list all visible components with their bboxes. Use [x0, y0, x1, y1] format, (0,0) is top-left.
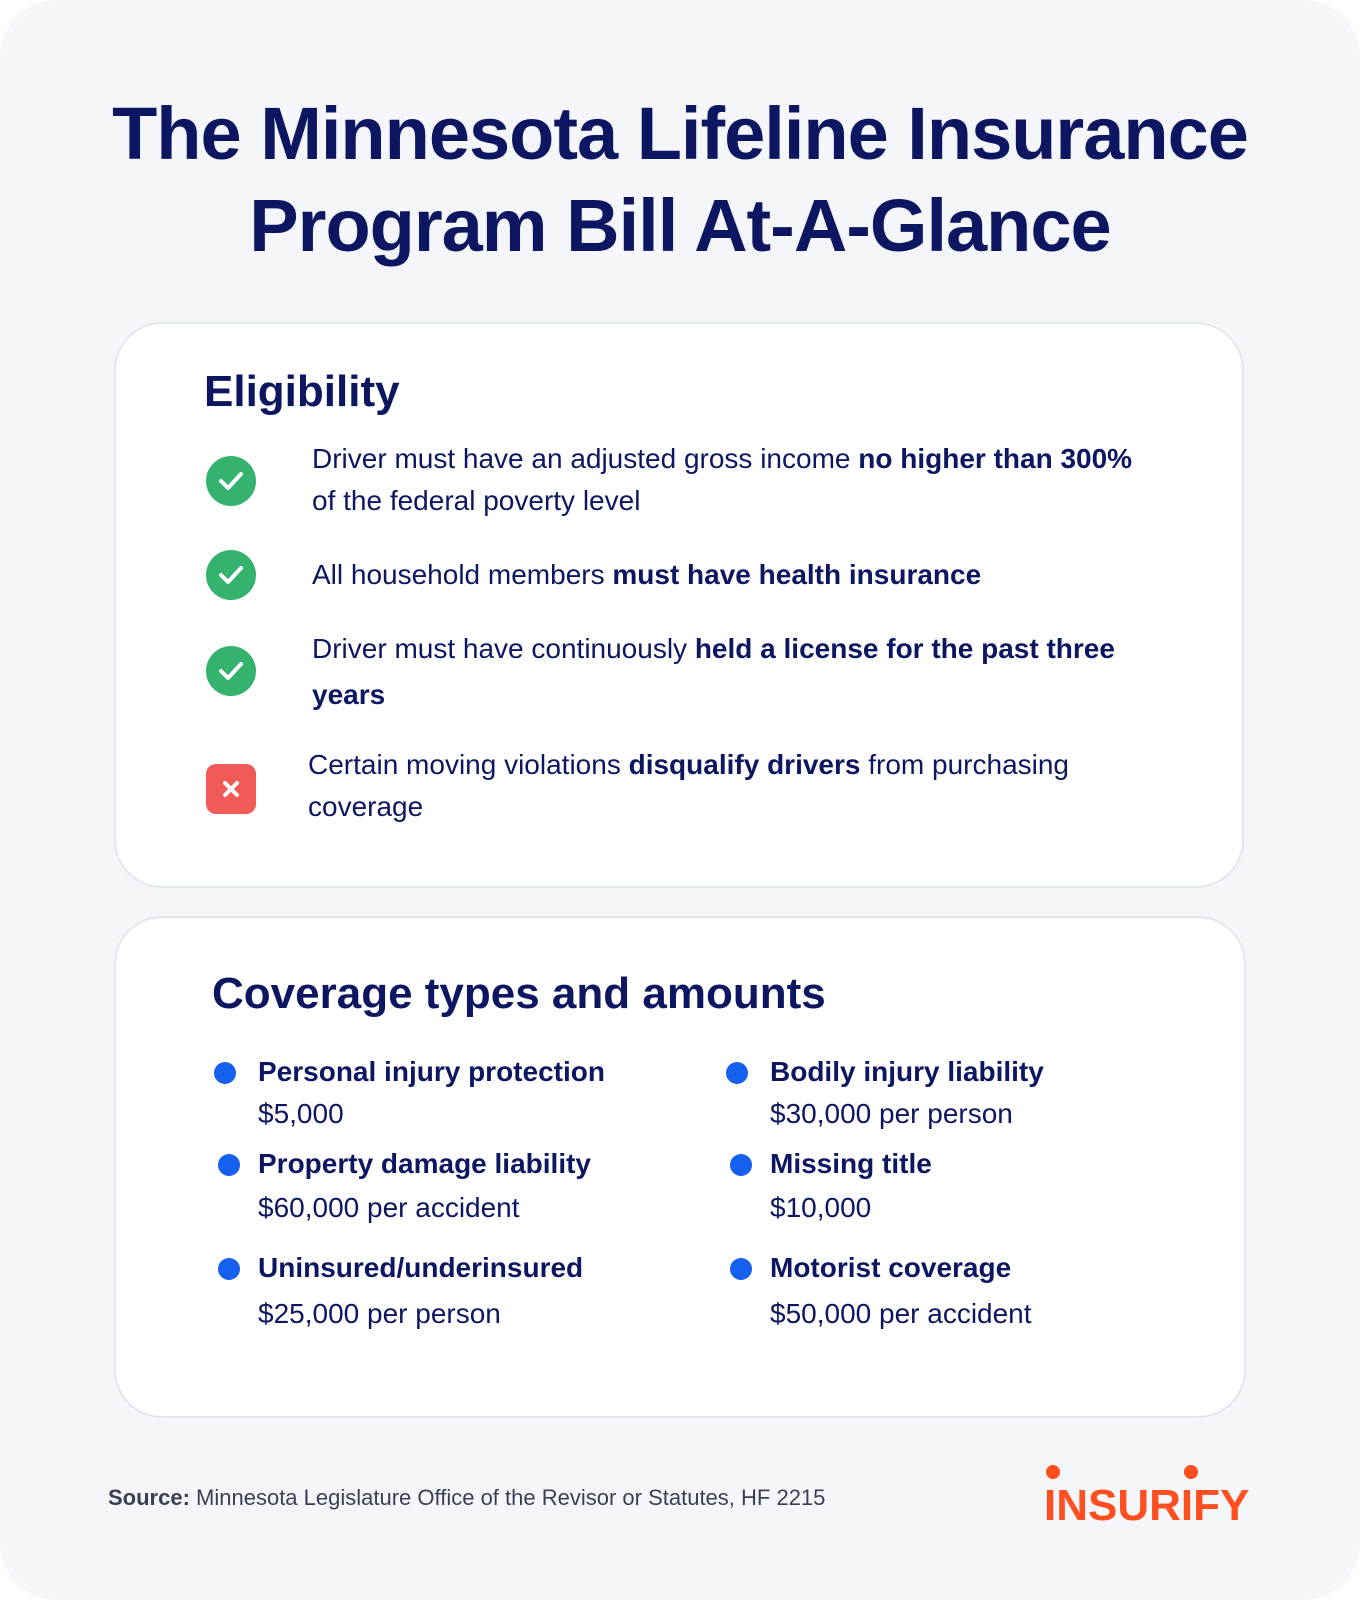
- coverage-heading: Coverage types and amounts: [212, 969, 826, 1018]
- eligibility-card: [114, 322, 1244, 888]
- source-label: Source:: [108, 1485, 190, 1510]
- text-part: Driver must have an adjusted gross income: [312, 443, 859, 474]
- check-icon: [206, 550, 256, 600]
- text-part: of the federal poverty level: [312, 485, 641, 516]
- bullet-dot: [214, 1062, 236, 1084]
- eligibility-text: [312, 554, 1142, 596]
- coverage-label: Missing title: [770, 1148, 932, 1179]
- coverage-amount: $10,000: [770, 1192, 872, 1223]
- eligibility-text: [312, 438, 1142, 522]
- cross-icon: [206, 764, 256, 814]
- coverage-label: Motorist coverage: [770, 1252, 1012, 1283]
- title-line-1: The Minnesota Lifeline Insurance: [112, 92, 1248, 175]
- source-text: Minnesota Legislature Office of the Revisor or Statutes, HF 2215: [189, 1485, 826, 1510]
- coverage-label: Uninsured/underinsured: [258, 1252, 584, 1283]
- bullet-dot: [726, 1062, 748, 1084]
- coverage-label: Personal injury protection: [258, 1056, 605, 1087]
- svg-text:INSURIFY: INSURIFY: [1044, 1481, 1250, 1526]
- text-bold: must have health insurance: [612, 559, 982, 590]
- text-bold: held a license for the past three years: [312, 633, 1115, 710]
- bullet-dot: [218, 1258, 240, 1280]
- coverage-amount: $30,000 per person: [770, 1098, 1013, 1129]
- coverage-amount: $50,000 per accident: [770, 1298, 1032, 1329]
- source-citation: [108, 1484, 825, 1512]
- bullet-dot: [730, 1258, 752, 1280]
- text-bold: disqualify drivers: [628, 749, 861, 780]
- check-icon: [206, 456, 256, 506]
- title-line-2: Program Bill At-A-Glance: [249, 184, 1111, 267]
- coverage-label: Bodily injury liability: [770, 1056, 1044, 1087]
- page-title: [0, 88, 1360, 272]
- text-bold: no higher than 300%: [858, 443, 1133, 474]
- bullet-dot: [730, 1154, 752, 1176]
- text-part: from purchasing coverage: [308, 749, 1070, 822]
- bullet-dot: [218, 1154, 240, 1176]
- eligibility-text: [308, 744, 1138, 828]
- coverage-amount: $5,000: [258, 1098, 344, 1129]
- text-part: Driver must have continuously: [312, 633, 695, 664]
- coverage-card: [114, 916, 1246, 1418]
- eligibility-text: [312, 626, 1142, 718]
- coverage-amount: $60,000 per accident: [258, 1192, 520, 1223]
- eligibility-heading: Eligibility: [204, 367, 400, 416]
- coverage-amount: $25,000 per person: [258, 1298, 501, 1329]
- text-part: All household members: [312, 559, 613, 590]
- text-part: Certain moving violations: [308, 749, 629, 780]
- check-icon: [206, 646, 256, 696]
- insurify-logo: [1044, 1462, 1256, 1526]
- coverage-label: Property damage liability: [258, 1148, 591, 1179]
